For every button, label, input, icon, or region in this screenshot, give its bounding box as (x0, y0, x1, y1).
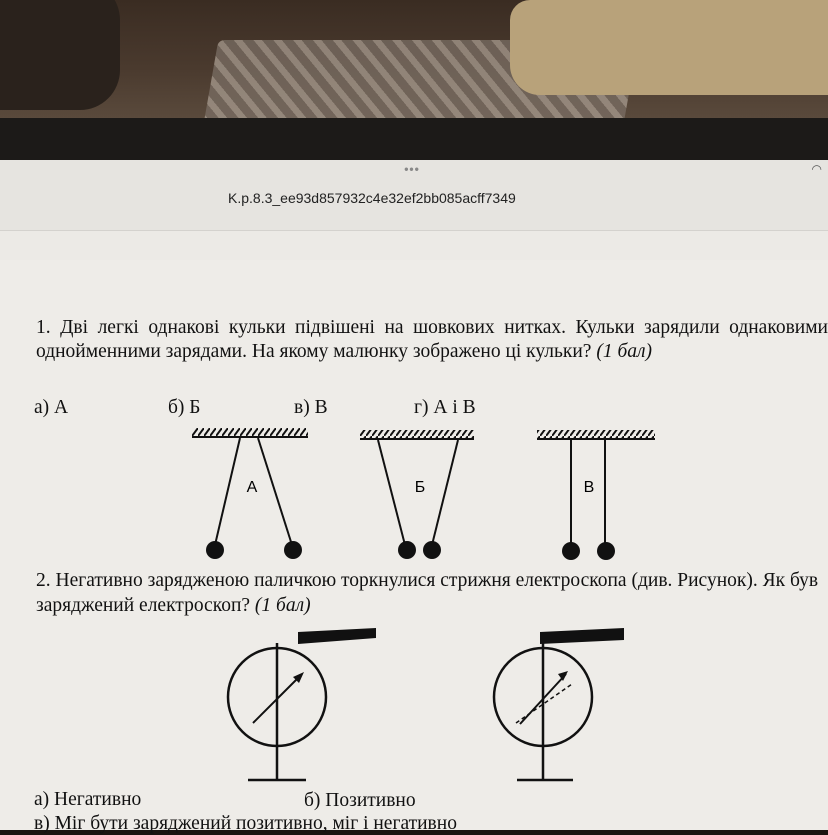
question-2 (36, 568, 828, 618)
question-2-text: 2. Негативно зарядженою паличкою торкнулися стрижня електроскопа (див. Рисунок). Як був заряджений електроскоп? (36, 570, 819, 616)
q1-option-c: в) В (294, 397, 328, 418)
ball-b-left (398, 541, 416, 559)
label-b: Б (414, 479, 426, 496)
rod-1 (298, 628, 376, 644)
rod-2 (540, 628, 624, 644)
needle-arrow-2 (558, 671, 568, 681)
q2-answer-a: а) Негативно (34, 789, 142, 810)
q2-answer-c: в) Міг бути заряджений позитивно, міг і негативно (34, 813, 457, 834)
background-photo (0, 0, 828, 170)
q1-option-a: а) А (34, 397, 69, 418)
question-2-points: (1 бал) (254, 595, 311, 616)
ball-c-left (562, 542, 580, 560)
ceiling-hatch-a (192, 428, 308, 436)
figure-c (537, 430, 655, 560)
pillow (510, 0, 828, 95)
thread-a-right (258, 438, 292, 545)
thread-a-left (215, 438, 240, 545)
dark-object (0, 0, 120, 110)
q1-option-b: б) Б (168, 397, 201, 418)
figures (0, 260, 828, 830)
more-dots[interactable]: ••• (404, 162, 420, 176)
label-c: В (583, 479, 595, 496)
label-a: А (246, 479, 258, 496)
ball-a-right (284, 541, 302, 559)
thread-b-right (432, 440, 458, 545)
figure-b (360, 430, 474, 559)
electroscope-1 (228, 628, 376, 780)
wifi-icon: ◠ (811, 162, 822, 176)
electroscope-2 (494, 628, 624, 780)
ceiling-hatch-c (537, 430, 655, 438)
ball-b-right (423, 541, 441, 559)
q2-answer-b: б) Позитивно (304, 790, 416, 811)
question-1-text: 1. Дві легкі однакові кульки підвішені на шовкових нитках. Кульки зарядили однаковими однойменними зарядами. На якому малюнку зображено ці кульки? (36, 317, 828, 362)
q1-option-d: г) А і В (414, 397, 476, 418)
ceiling-hatch-b (360, 430, 474, 438)
question-1-points: (1 бал) (596, 341, 653, 362)
ball-c-right (597, 542, 615, 560)
figure-a (192, 428, 308, 559)
document-page[interactable] (0, 260, 828, 834)
document-header (0, 160, 828, 231)
tablet-screen (0, 160, 828, 834)
thread-b-left (378, 440, 405, 545)
document-filename: K.p.8.3_ee93d857932c4e32ef2bb085acff7349 (228, 190, 516, 206)
ball-a-left (206, 541, 224, 559)
